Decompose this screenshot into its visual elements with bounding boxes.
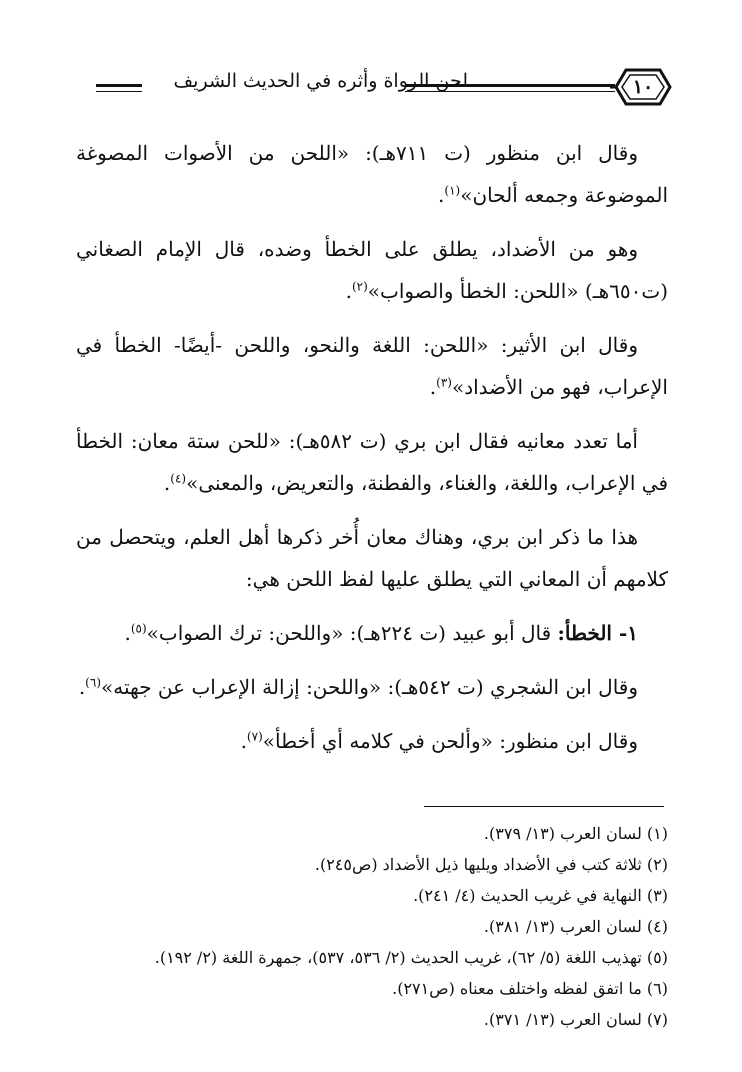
list-item: ١- الخطأ: قال أبو عبيد (ت ٢٢٤هـ): «واللحن: ترك الصواب»$^{(٥)}$. xyxy=(124,621,638,645)
paragraph: وهو من الأضداد، يطلق على الخطأ وضده، قال الإمام الصغاني (ت٦٥٠هـ) «اللحن: الخطأ والصواب»$^{(٢)}$. xyxy=(76,237,668,303)
footnote: (٤) لسان العرب (١٣/ ٣٨١). xyxy=(483,917,668,936)
header-rule-right xyxy=(405,84,615,92)
paragraph: وقال ابن منظور (ت ٧١١هـ): «اللحن من الأصوات المصوغة الموضوعة وجمعه ألحان»$^{(١)}$. xyxy=(76,141,668,207)
paragraph: أما تعدد معانيه فقال ابن بري (ت ٥٨٢هـ): «للحن ستة معان: الخطأ في الإعراب، واللغة، والغناء، والفطنة، والتعريض، والمعنى»$^{(٤)}$. xyxy=(76,429,668,495)
footnote-ref[interactable]: (٣) xyxy=(436,375,452,390)
footnote: (٥) تهذيب اللغة (٥/ ٦٢)، غريب الحديث (٢/ ٥٣٦، ٥٣٧)، جمهرة اللغة (٢/ ١٩٢). xyxy=(154,948,668,967)
footnote-ref[interactable]: (٧) xyxy=(246,729,263,744)
footnote: (٦) ما اتفق لفظه واختلف معناه (ص٢٧١). xyxy=(392,979,668,998)
footnote: (١) لسان العرب (١٣/ ٣٧٩). xyxy=(483,824,668,843)
footnotes xyxy=(76,818,668,1035)
footnote-ref[interactable]: (٢) xyxy=(351,279,368,294)
running-title: لحن الرواة وأثره في الحديث الشريف xyxy=(173,70,468,92)
footnote-ref[interactable]: (٤) xyxy=(170,471,187,486)
paragraph: وقال ابن منظور: «وألحن في كلامه أي أخطأ»$^{(٧)}$. xyxy=(240,729,638,753)
footnote-separator xyxy=(424,806,664,807)
footnote-ref[interactable]: (١) xyxy=(444,183,461,198)
footnote: (٣) النهاية في غريب الحديث (٤/ ٢٤١). xyxy=(413,886,668,905)
page-number: ١٠ xyxy=(632,76,654,98)
paragraph: وقال ابن الشجري (ت ٥٤٢هـ): «واللحن: إزالة الإعراب عن جهته»$^{(٦)}$. xyxy=(78,675,638,699)
item-label: ١- الخطأ: xyxy=(557,621,638,645)
header-rule-left xyxy=(96,84,142,92)
footnote-ref[interactable]: (٦) xyxy=(85,675,101,690)
body-text xyxy=(76,132,668,774)
footnote: (٢) ثلاثة كتب في الأضداد ويليها ذيل الأضداد (ص٢٤٥). xyxy=(314,855,668,874)
page-header xyxy=(70,56,680,116)
paragraph: هذا ما ذكر ابن بري، وهناك معان أُخر ذكرها أهل العلم، ويتحصل من كلامهم أن المعاني التي يطلق عليها لفظ اللحن هي: xyxy=(76,525,668,591)
footnote: (٧) لسان العرب (١٣/ ٣٧١). xyxy=(483,1010,668,1029)
footnote-ref[interactable]: (٥) xyxy=(130,621,147,636)
paragraph: وقال ابن الأثير: «اللحن: اللغة والنحو، واللحن -أيضًا- الخطأ في الإعراب، فهو من الأضداد»$^{(٣)}$. xyxy=(76,333,668,399)
